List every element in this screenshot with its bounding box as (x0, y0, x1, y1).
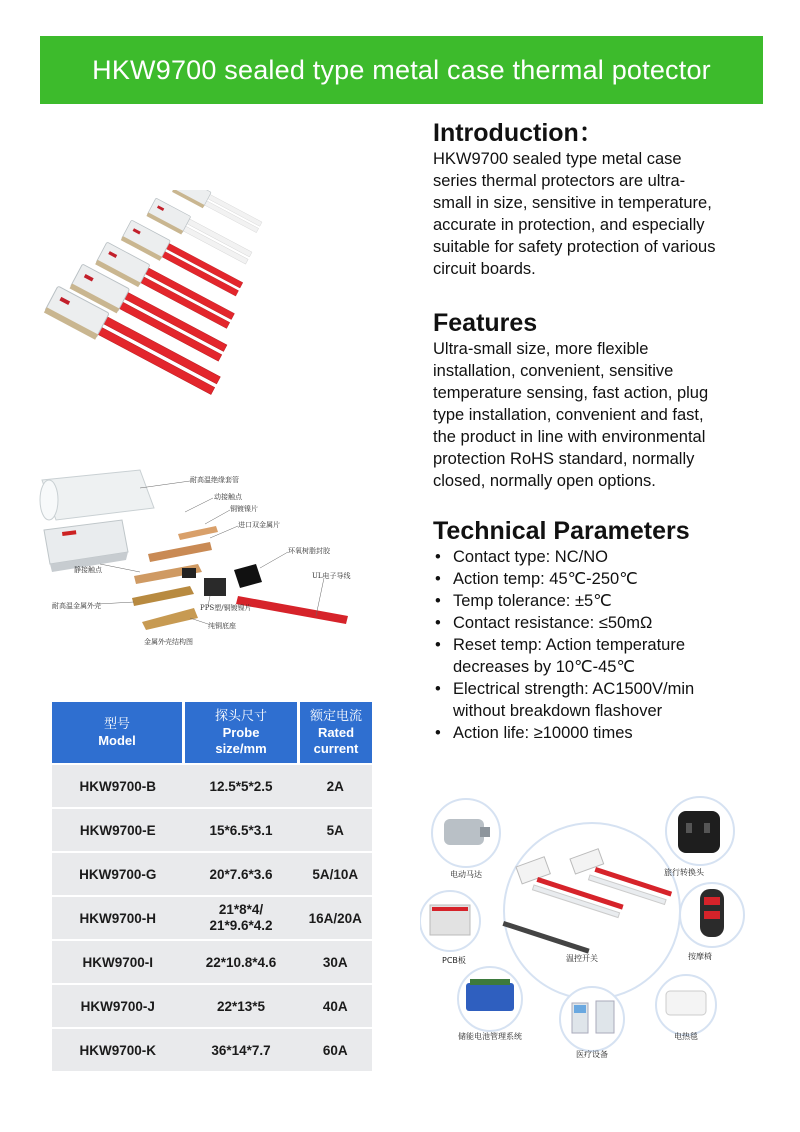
massage-chair-icon (680, 883, 744, 947)
size-cell: 15*6.5*3.1 (184, 808, 299, 852)
insulation-sleeve (40, 470, 154, 520)
center-circle (502, 823, 680, 999)
column-header-en: Probe (222, 724, 260, 740)
app-label: 电热毯 (674, 1032, 698, 1041)
motor-icon (432, 799, 500, 867)
technical-parameters-list (433, 546, 773, 744)
introduction-line: small in size, sensitive in temperature, (433, 194, 712, 212)
product-photo (30, 190, 360, 420)
introduction-heading: Introduction： (433, 119, 604, 147)
column-header-en: size/mm (215, 740, 267, 756)
parameter-text: Contact type: NC/NO (453, 548, 608, 566)
model-cell: HKW9700-H (52, 896, 184, 940)
model-cell: HKW9700-I (52, 940, 184, 984)
diagram-label: 静接触点 (74, 566, 102, 574)
features-line: installation, convenient, sensitive (433, 362, 674, 380)
introduction-line: suitable for safety protection of various (433, 238, 716, 256)
current-cell: 40A (299, 984, 373, 1028)
features-line: protection RoHS standard, normally (433, 450, 695, 468)
epoxy-block (234, 564, 262, 588)
app-label: 按摩椅 (688, 952, 712, 961)
introduction-line: circuit boards. (433, 260, 536, 278)
diagram-label: 金属外壳结构图 (144, 638, 193, 646)
parameter-text: without breakdown flashover (453, 702, 663, 720)
introduction-text (433, 148, 773, 280)
diagram-label: UL电子导线 (312, 572, 351, 580)
introduction-line: series thermal protectors are ultra- (433, 172, 686, 190)
size-line: 21*8*4/ (218, 902, 264, 917)
diagram-label: 动接触点 (214, 493, 242, 501)
app-label: 电动马达 (450, 870, 482, 879)
exploded-structure-diagram (30, 468, 370, 660)
battery-icon (458, 967, 522, 1031)
table-header-row (52, 702, 372, 764)
size-cell: 20*7.6*3.6 (184, 852, 299, 896)
technical-parameters-section (433, 516, 773, 744)
table-row (52, 984, 372, 1028)
table-row (52, 896, 372, 940)
introduction-line: HKW9700 sealed type metal case (433, 150, 682, 168)
table-row (52, 1028, 372, 1071)
size-cell (184, 896, 299, 940)
current-cell: 2A (299, 764, 373, 808)
model-cell: HKW9700-G (52, 852, 184, 896)
parameter-item (433, 590, 773, 612)
column-header-size (184, 702, 299, 764)
parameter-item (433, 634, 773, 678)
size-line: 21*9.6*4.2 (209, 918, 273, 933)
table-row (52, 852, 372, 896)
diagram-label: 环氧树脂封胶 (288, 547, 330, 555)
diagram-label: 进口双金属片 (238, 521, 280, 529)
diagram-label: PPS塑/铜镀镍片 (200, 604, 252, 612)
features-section (433, 308, 773, 492)
diagram-label: 铜镀镍片 (230, 505, 258, 513)
size-cell: 12.5*5*2.5 (184, 764, 299, 808)
app-label: PCB板 (442, 956, 466, 965)
page-title-banner (40, 36, 763, 104)
size-cell: 22*13*5 (184, 984, 299, 1028)
features-line: Ultra-small size, more flexible (433, 340, 649, 358)
column-header-en: Rated (317, 724, 355, 740)
technical-parameters-heading: Technical Parameters (433, 517, 690, 545)
column-header-en: Model (98, 732, 136, 748)
model-cell: HKW9700-B (52, 764, 184, 808)
page-title: HKW9700 sealed type metal case thermal potector (92, 54, 711, 85)
size-cell: 22*10.8*4.6 (184, 940, 299, 984)
features-line: temperature sensing, fast action, plug (433, 384, 709, 402)
parameter-item (433, 678, 773, 722)
copper-parts (132, 526, 226, 630)
applications-diagram (420, 793, 765, 1063)
parameter-text: Reset temp: Action temperature (453, 636, 686, 654)
column-header-cn: 型号 (103, 716, 130, 732)
parameter-item (433, 612, 773, 634)
diagram-label: 纯铜底座 (208, 622, 236, 630)
parameter-item (433, 722, 773, 744)
introduction-line: accurate in protection, and especially (433, 216, 705, 234)
current-cell: 60A (299, 1028, 373, 1071)
features-line: the product in line with environmental (433, 428, 706, 446)
current-cell: 30A (299, 940, 373, 984)
introduction-section (433, 118, 773, 280)
travel-adapter-icon (666, 797, 734, 865)
column-header-cn: 探头尺寸 (214, 708, 267, 724)
center-label: 温控开关 (566, 954, 598, 963)
features-text (433, 338, 773, 492)
parameter-text: Action life: ≥10000 times (453, 724, 633, 742)
current-cell: 5A/10A (299, 852, 373, 896)
column-header-current (299, 702, 373, 764)
column-header-cn: 额定电流 (309, 708, 362, 724)
pcb-icon (420, 891, 480, 951)
current-cell: 5A (299, 808, 373, 852)
model-cell: HKW9700-K (52, 1028, 184, 1071)
metal-case (44, 520, 128, 572)
diagram-label: 耐高温金属外壳 (52, 602, 101, 610)
parameter-item (433, 568, 773, 590)
features-line: type installation, convenient and fast, (433, 406, 704, 424)
table-row (52, 808, 372, 852)
parameter-text: Electrical strength: AC1500V/min (453, 680, 695, 698)
parameter-text: Contact resistance: ≤50mΩ (453, 614, 653, 632)
column-header-model (52, 702, 184, 764)
column-header-en: current (313, 740, 359, 756)
size-cell: 36*14*7.7 (184, 1028, 299, 1071)
features-heading: Features (433, 309, 538, 337)
parameter-item (433, 546, 773, 568)
app-label: 储能电池管理系统 (458, 1032, 522, 1041)
red-wire (236, 596, 348, 624)
model-cell: HKW9700-E (52, 808, 184, 852)
features-line: closed, normally open options. (433, 472, 656, 490)
diagram-label: 耐高温绝缘套管 (190, 476, 239, 484)
spec-table (52, 702, 372, 1071)
parameter-text: Action temp: 45℃-250℃ (453, 570, 638, 588)
parameter-text: Temp tolerance: ±5℃ (453, 592, 612, 610)
app-label: 旅行转换头 (664, 868, 704, 877)
app-label: 医疗设备 (576, 1050, 608, 1059)
model-cell: HKW9700-J (52, 984, 184, 1028)
table-row (52, 764, 372, 808)
parameter-text: decreases by 10℃-45℃ (453, 658, 635, 676)
current-cell: 16A/20A (299, 896, 373, 940)
table-row (52, 940, 372, 984)
electric-blanket-icon (656, 975, 716, 1035)
medical-equipment-icon (560, 987, 624, 1051)
